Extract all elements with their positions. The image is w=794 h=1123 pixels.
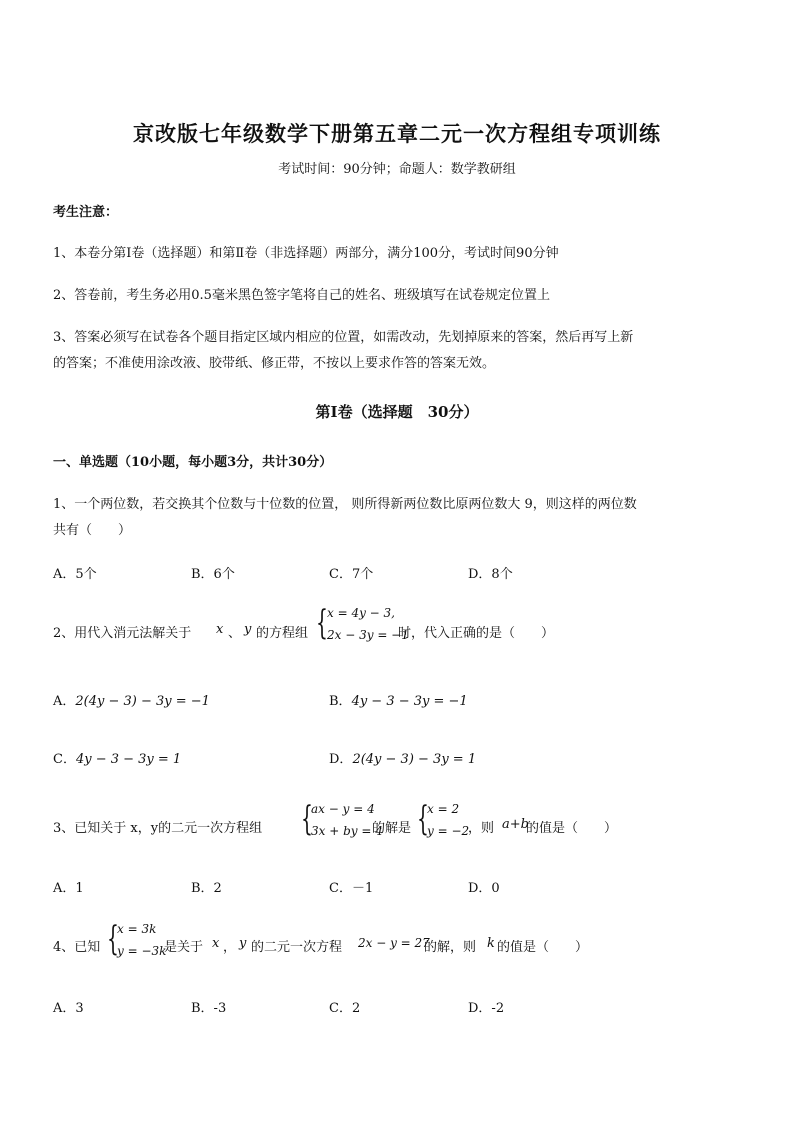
q3-solution-x: x = 2 bbox=[427, 802, 460, 816]
q2-option-d-expr: 2(4y − 3) − 3y = 1 bbox=[352, 752, 477, 767]
q2-option-a-label: A． bbox=[53, 694, 76, 709]
q2-option-b-expr: 4y − 3 − 3y = −1 bbox=[351, 694, 468, 709]
q4-option-d[interactable]: D．-2 bbox=[468, 1001, 505, 1016]
q4-sep: ， bbox=[223, 940, 237, 955]
q2-var-y: y bbox=[244, 622, 252, 637]
q3-option-a[interactable]: A．1 bbox=[53, 881, 84, 896]
question-1-line2: 共有（ ） bbox=[53, 523, 132, 538]
q4-equation: 2x − y = 27 bbox=[358, 936, 430, 950]
notice-item-2: 2、答卷前，考生务必用0.5毫米黑色签字笔将自己的姓名、班级填写在试卷规定位置上 bbox=[53, 288, 550, 303]
left-brace-icon: { bbox=[107, 919, 119, 959]
q1-option-d[interactable]: D．8个 bbox=[468, 567, 513, 582]
q4-suffix-b: 的值是（ ） bbox=[497, 940, 589, 955]
page-title: 京改版七年级数学下册第五章二元一次方程组专项训练 bbox=[133, 121, 661, 146]
question-4-prefix: 4、已知 bbox=[53, 940, 101, 955]
q3-suffix-a: ，则 bbox=[468, 821, 495, 836]
q2-option-d-label: D． bbox=[329, 752, 353, 767]
q3-mid: 的解是 bbox=[372, 821, 412, 836]
q4-mid2: 的二元一次方程 bbox=[251, 940, 343, 955]
q2-suffix: 时，代入正确的是（ ） bbox=[398, 626, 555, 641]
q4-option-b[interactable]: B．-3 bbox=[191, 1001, 227, 1016]
q2-option-b[interactable] bbox=[329, 690, 468, 709]
section-title: 第Ⅰ卷（选择题 30分） bbox=[315, 403, 479, 421]
q2-option-a[interactable] bbox=[53, 690, 210, 709]
q2-mid: 的方程组 bbox=[256, 626, 309, 641]
q3-expr: a+b bbox=[502, 817, 529, 832]
question-2-prefix: 2、用代入消元法解关于 bbox=[53, 626, 192, 641]
question-3-prefix: 3、已知关于 x，y的二元一次方程组 bbox=[53, 821, 263, 836]
q2-option-c[interactable] bbox=[53, 748, 181, 767]
notice-heading: 考生注意： bbox=[53, 205, 119, 220]
left-brace-icon: { bbox=[316, 603, 328, 643]
q2-option-d[interactable] bbox=[329, 748, 476, 767]
q4-option-c[interactable]: C．2 bbox=[329, 1001, 361, 1016]
q3-solution-system bbox=[417, 800, 469, 844]
q3-equation-system bbox=[301, 799, 383, 844]
q4-var-x: x bbox=[212, 936, 220, 951]
left-brace-icon: { bbox=[417, 799, 429, 839]
q2-option-b-label: B． bbox=[329, 694, 352, 709]
q2-var-x: x bbox=[216, 622, 224, 637]
q4-option-a[interactable]: A．3 bbox=[53, 1001, 84, 1016]
q4-var-y: y bbox=[239, 936, 247, 951]
q2-option-a-expr: 2(4y − 3) − 3y = −1 bbox=[75, 694, 210, 709]
q4-solution-system bbox=[107, 920, 167, 964]
q4-var-k: k bbox=[487, 936, 495, 951]
q3-option-d[interactable]: D．0 bbox=[468, 881, 500, 896]
q3-system-eq2: 3x + by = 4 bbox=[311, 824, 383, 838]
q4-suffix-a: 的解，则 bbox=[424, 940, 477, 955]
q4-system-x: x = 3k bbox=[117, 922, 157, 936]
question-1-line1: 1、一个两位数，若交换其个位数与十位数的位置， 则所得新两位数比原两位数大 9，则这样的两位数 bbox=[53, 497, 637, 512]
q1-option-a[interactable]: A．5个 bbox=[53, 567, 97, 582]
q1-option-b[interactable]: B．6个 bbox=[191, 567, 235, 582]
q2-option-c-expr: 4y − 3 − 3y = 1 bbox=[75, 752, 182, 767]
part-heading: 一、单选题（10小题，每小题3分，共计30分） bbox=[53, 455, 333, 470]
q3-solution-y: y = −2 bbox=[427, 824, 470, 838]
q1-option-c[interactable]: C．7个 bbox=[329, 567, 374, 582]
notice-item-3: 3、答案必须写在试卷各个题目指定区域内相应的位置，如需改动，先划掉原来的答案，然后再写上新 bbox=[53, 330, 634, 345]
q4-system-y: y = −3k bbox=[117, 944, 167, 958]
q2-equation-system bbox=[316, 603, 409, 648]
q2-option-c-label: C． bbox=[53, 752, 76, 767]
q4-mid: 是关于 bbox=[164, 940, 204, 955]
q3-system-eq1: ax − y = 4 bbox=[311, 802, 375, 816]
q3-suffix-b: 的值是（ ） bbox=[526, 821, 618, 836]
page-subtitle: 考试时间：90分钟；命题人：数学教研组 bbox=[278, 162, 516, 177]
q3-option-b[interactable]: B．2 bbox=[191, 881, 222, 896]
q2-sep: 、 bbox=[228, 626, 242, 641]
q2-system-eq2: 2x − 3y = −1 bbox=[327, 628, 409, 642]
notice-item-3-cont: 的答案；不准使用涂改液、胶带纸、修正带，不按以上要求作答的答案无效。 bbox=[53, 356, 496, 371]
notice-item-1: 1、本卷分第Ⅰ卷（选择题）和第Ⅱ卷（非选择题）两部分，满分100分，考试时间90分钟 bbox=[53, 246, 559, 261]
q3-option-c[interactable]: C．－1 bbox=[329, 881, 374, 896]
q2-system-eq1: x = 4y − 3, bbox=[327, 606, 395, 620]
left-brace-icon: { bbox=[301, 799, 313, 839]
